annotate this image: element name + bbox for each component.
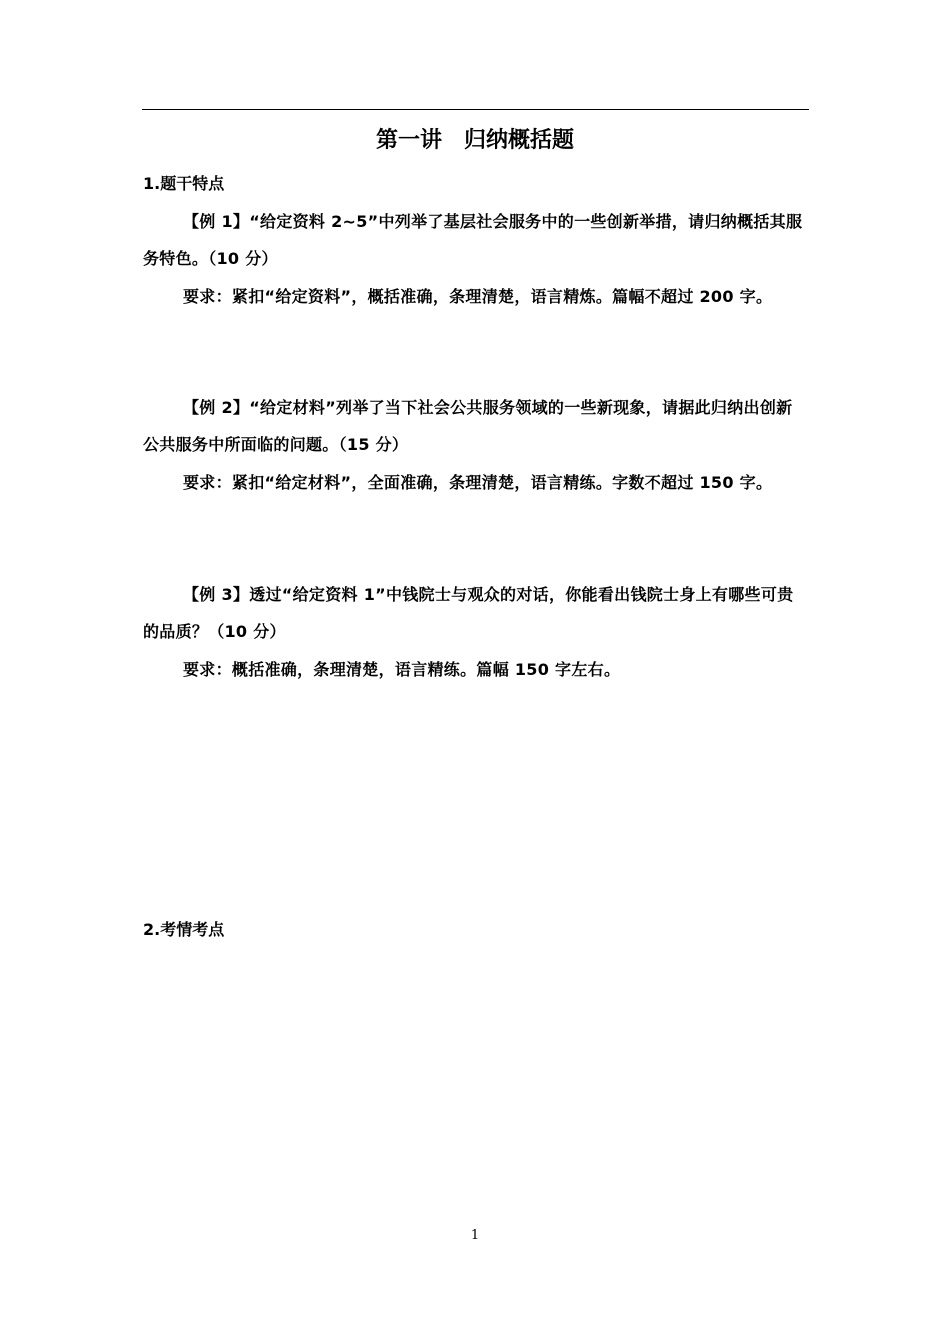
page-title: 第一讲 归纳概括题 xyxy=(375,127,574,153)
section-heading-1: 1.题干特点 xyxy=(143,174,225,193)
header-rule xyxy=(142,109,809,110)
example-3-question: 【例 3】透过“给定资料 1”中钱院士与观众的对话，你能看出钱院士身上有哪些可贵的品质？（10 分） xyxy=(143,585,794,641)
example-2-question: 【例 2】“给定材料”列举了当下社会公共服务领域的一些新现象，请据此归纳出创新公共服务中所面临的问题。（15 分） xyxy=(143,398,793,454)
section-heading-2: 2.考情考点 xyxy=(143,920,225,939)
example-2-requirement: 要求：紧扣“给定材料”，全面准确，条理清楚，语言精练。字数不超过 150 字。 xyxy=(183,473,773,492)
example-1-requirement: 要求：紧扣“给定资料”，概括准确，条理清楚，语言精炼。篇幅不超过 200 字。 xyxy=(183,287,773,306)
example-3-requirement: 要求：概括准确，条理清楚，语言精练。篇幅 150 字左右。 xyxy=(183,660,621,679)
example-1-question: 【例 1】“给定资料 2~5”中列举了基层社会服务中的一些创新举措，请归纳概括其服务特色。（10 分） xyxy=(143,212,803,268)
page-number: 1 xyxy=(470,1228,480,1243)
